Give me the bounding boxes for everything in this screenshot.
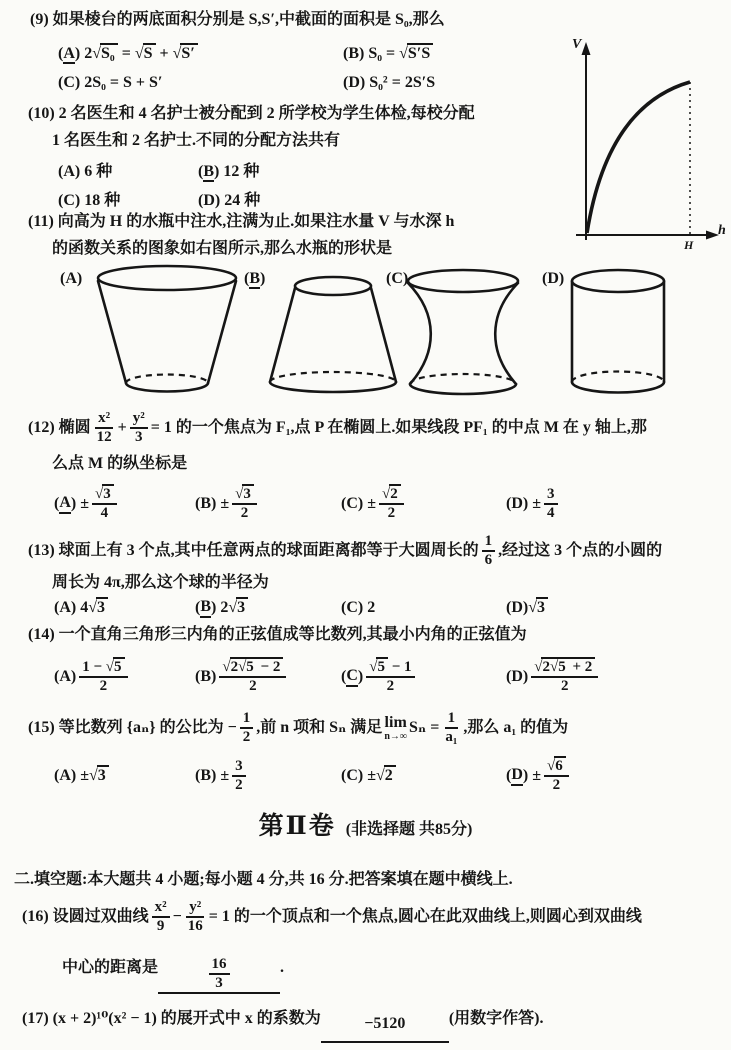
- question-11-text-line-2: 的函数关系的图象如右图所示,那么水瓶的形状是: [52, 240, 393, 257]
- question-13: [28, 532, 731, 621]
- question-14-option-d: (D) $\frac{√2√5 + 2}{2}$: [506, 659, 601, 695]
- question-11-option-b-label: (B): [244, 270, 266, 287]
- question-14-option-a: (A) $\frac{1 - √5}{2}$: [54, 659, 195, 695]
- question-13-option-d: (D) √3: [506, 599, 548, 617]
- question-11-option-c-label: (C): [386, 270, 409, 287]
- question-14-option-b: (B) $\frac{√2√5 - 2}{2}$: [195, 659, 341, 695]
- question-17-text: (17) (x + 2)¹⁰(x² − 1) 的展开式中 x 的系数为: [22, 1010, 321, 1027]
- question-11: [28, 208, 580, 262]
- vessel-d-cylinder-figure: [568, 268, 668, 396]
- question-17-answer-blank: [321, 1007, 449, 1043]
- question-11-text-line-1: (11) 向高为 H 的水瓶中注水,注满为止.如果注水量 V 与水深 h: [28, 213, 455, 230]
- question-12-text-line-1: (12) 椭圆 $\frac{\text{x²}}{12}$ + $\frac{\text{y²}}{3}$ = 1 的一个焦点为 F₁,点 P 在椭圆上.如果线段 PF₁ 的中点 M 在 y 轴上,那: [28, 410, 647, 445]
- question-9-option-b: (B) S₀ = √S′S: [343, 39, 726, 68]
- vessel-b-frustum-wide-bottom-figure: [268, 274, 398, 396]
- question-15-option-a: (A) ± √3: [54, 767, 195, 785]
- question-10-option-c: (C) 18 种: [58, 192, 121, 209]
- question-15-option-d: ( D ) ± $\frac{√6}{2}$: [506, 758, 572, 794]
- question-9-option-c: (C) 2S₀ = S + S′: [58, 74, 163, 91]
- question-15-text: (15) 等比数列 {aₙ} 的公比为 − $\frac{1}{2}$ ,前 n 项和 Sₙ 满足 lim n→∞ Sₙ = $\frac{1}{\text{a₁}}$ ,那么 a₁ 的值为: [28, 710, 569, 745]
- question-12-option-c: (C) ± $\frac{√2}{2}$: [341, 486, 506, 522]
- question-11-option-d-label: (D): [542, 270, 565, 287]
- question-16-answer-blank: [158, 948, 280, 994]
- part-2-title: 第Ⅱ卷: [258, 813, 336, 840]
- volume-depth-graph: [562, 34, 728, 256]
- fill-in-section-instruction: 二.填空题:本大题共 4 小题;每小题 4 分,共 16 分.把答案填在题中横线上.: [14, 871, 513, 888]
- question-10-option-d: (D) 24 种: [198, 192, 261, 209]
- question-13-option-b: ( B ) 2 √3: [195, 598, 341, 618]
- graph-h-tick-label: H: [684, 238, 694, 252]
- question-11-option-a-label: (A): [60, 270, 83, 287]
- question-9-text: (9) 如果棱台的两底面积分别是 S,S′,中截面的面积是 S₀,那么: [30, 11, 445, 28]
- graph-figure: [562, 34, 728, 254]
- graph-x-axis-label: h: [718, 223, 726, 238]
- question-9-option-a: (A) 2√S₀ = √S + √S′: [58, 39, 343, 68]
- question-14-option-c: ( C ) $\frac{√5 - 1}{2}$: [341, 659, 506, 695]
- question-12-option-a: ( A ) ± $\frac{√3}{4}$: [54, 486, 195, 522]
- question-17: [22, 1002, 728, 1043]
- question-13-option-c: (C) 2: [341, 599, 376, 616]
- question-10: [28, 100, 576, 215]
- graph-y-axis-label: V: [572, 37, 582, 52]
- question-16-answer: $\frac{16}{3}$: [206, 956, 233, 992]
- question-11-figures: [0, 260, 731, 410]
- question-16-text-line-1: (16) 设圆过双曲线 $\frac{\text{x²}}{9}$ − $\frac{\text{y²}}{16}$ = 1 的一个顶点和一个焦点,圆心在此双曲线上,则圆心到双曲线: [22, 899, 642, 934]
- part-2-subtitle: (非选择题 共85分): [345, 821, 473, 838]
- question-12-option-d: (D) ± $\frac{3}{4}$: [506, 486, 561, 522]
- question-10-option-a: (A) 6 种: [58, 163, 113, 180]
- question-13-text-line-2: 周长为 4π,那么这个球的半径为: [52, 574, 269, 591]
- question-16-period: .: [280, 958, 285, 976]
- question-10-text-line-2: 1 名医生和 2 名护士.不同的分配方法共有: [52, 132, 341, 149]
- question-12-text-line-2: 么点 M 的纵坐标是: [52, 455, 188, 472]
- question-13-option-a: (A) 4 √3: [54, 599, 195, 617]
- question-15: [28, 706, 728, 798]
- question-17-answer: −5120: [364, 1015, 406, 1032]
- question-10-option-b: (B) 12 种: [198, 163, 260, 180]
- question-13-text-line-1: (13) 球面上有 3 个点,其中任意两点的球面距离都等于大圆周长的 $\frac{1}{6}$ ,经过这 3 个点的小圆的: [28, 533, 663, 568]
- question-15-option-b: (B) ± $\frac{3}{2}$: [195, 758, 341, 794]
- question-16-text-line-2: 中心的距离是: [62, 958, 159, 976]
- question-16: [22, 894, 728, 994]
- question-17-suffix: (用数字作答).: [448, 1010, 544, 1027]
- question-12: [28, 406, 728, 527]
- vessel-c-hyperboloid-figure: [404, 268, 522, 398]
- part-2-header: [0, 806, 731, 842]
- question-15-option-c: (C) ± √2: [341, 767, 506, 785]
- question-12-option-b: (B) ± $\frac{√3}{2}$: [195, 486, 341, 522]
- question-9-option-d: (D) S₀² = 2S′S: [343, 74, 436, 91]
- vessel-a-frustum-wide-top-figure: [92, 264, 242, 398]
- question-10-text-line-1: (10) 2 名医生和 4 名护士被分配到 2 所学校为学生体检,每校分配: [28, 105, 475, 122]
- question-14-text: (14) 一个直角三角形三内角的正弦值成等比数列,其最小内角的正弦值为: [28, 626, 527, 643]
- question-14: [28, 622, 728, 704]
